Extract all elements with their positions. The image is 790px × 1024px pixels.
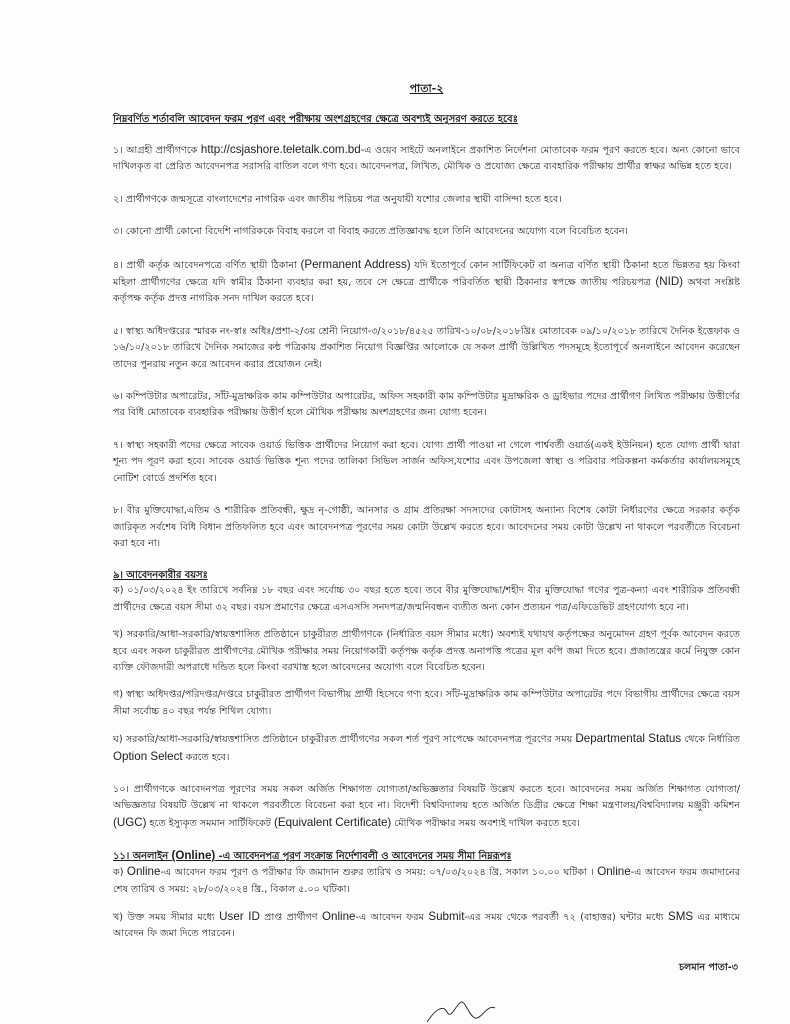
condition-10-text-a: ১০। প্রার্থীগণকে আবেদনপত্র পূরণের সময় সকল অর্জিত শিক্ষাগত যোগ্যতা/অভিজ্ঞতার বিষয়টি উল্লেখ করতে হবে। আবেদনের সময় অর্জিত শিক্ষাগত যোগ্যতা/অভিজ্ঞতার বিষয়টি উল্লেখ না থাকলে পরবর্তীতে বিবেচনা করা হবে না। বিদেশী বিশ্ববিদ্যালয় হতে অর্জিত ডিগ্রীর ক্ষেত্রে শিক্ষা মন্ত্রণালয়/বিশ্ববিদ্যালয় মঞ্জুরী কমিশন (113, 783, 740, 812)
handwritten-signature (425, 996, 535, 1024)
condition-1-text-a: ১। আগ্রহী প্রার্থীগণকে (113, 145, 201, 156)
permanent-address-term: (Permanent Address) (300, 257, 411, 271)
age-clause-ga: গ) স্বাস্থ্য অধিদপ্তর/পরিদপ্তর/দপ্তরে চাকুরীরত প্রার্থীগণ বিভাগীয় প্রার্থী হিসেবে গণ্য হবে। সাঁট-মুদ্রাক্ষরিক কাম কম্পিউটার অপারেটর পদে বিভাগীয় প্রার্থীদের ক্ষেত্রে বয়স সীমা সর্বোচ্চ ৪০ বছর পর্যন্ত শিথিল যোগ্য। (113, 689, 740, 717)
online-kha-text-b: প্রাপ্ত প্রার্থীগণ (259, 912, 322, 923)
condition-8: ৮। বীর মুক্তিযোদ্ধা,এতিম ও শারীরিক প্রতিবন্ধী, ক্ষুদ্র নৃ-গোষ্ঠী, আনসার ও গ্রাম প্রতিরক্ষা সদস্যদের কোটাসহ অন্যান্য বিশেষ কোটা নির্ধারণের ক্ষেত্রে সরকার কর্তৃক জারিকৃত সর্বশেষ বিধি বিধান প্রতিফলিত হবে এবং আবেদনপত্র পূরণের সময় কোটা উল্লেখ করতে হবে। আবেদনের সময় কোটা উল্লেখ না থাকলে পরবর্তীতে বিবেচনা করা হবে না। (113, 505, 740, 549)
departmental-status-term: Departmental Status (575, 732, 682, 746)
online-term-3: Online (321, 910, 356, 923)
online-ka-text-b: -এ আবেদন ফরম পূরণ ও পরীক্ষার ফি জমাদান শুরুর তারিখ ও সময়: ০৭/০৩/২০২৪ খ্রি. সকাল ১০.০০ ঘটিকা । (160, 867, 598, 879)
equivalent-certificate-term: (Equivalent Certificate) (274, 815, 392, 829)
online-kha-text-c: -এ আবেদন ফরম (355, 912, 429, 923)
condition-2: ২। প্রার্থীগণকে জন্মসূত্রে বাংলাদেশের নাগরিক এবং জাতীয় পরিচয় পত্র অনুযায়ী যশোর জেলার স্থায়ী বাসিন্দা হতে হবে। (113, 193, 562, 205)
condition-4 (113, 257, 740, 308)
online-heading-text-a: ১১। অনলাইন (113, 851, 172, 863)
online-clause-ka (113, 864, 740, 898)
condition-10-text-b: হতে ইস্যুকৃত সমমান সার্টিফিকেট (146, 817, 275, 829)
condition-4-text-b: যদি ইতোপূর্বে কোন সার্টিফিকেট বা অন্যত্র বর্ণিত স্থায়ী ঠিকানা হতে ভিন্নতর হয় কিংবা মহিলা প্রার্থীগণের ক্ষেত্রে যদি স্বামীর ঠিকানা ব্যবহার করা হয়, তবে সে ক্ষেত্রে প্রার্থীকে পরিবর্তিত স্থায়ী ঠিকানার স্বপক্ষে জাতীয় পরিচয়পত্র (113, 259, 740, 289)
sms-term: SMS (667, 910, 694, 923)
age-clause-gha-text-c: করতে হবে। (182, 751, 230, 763)
age-clause-gha-text-b: থেকে নির্ধারিত (681, 734, 741, 746)
submit-term: Submit (428, 910, 465, 923)
online-kha-text-d: -এর সময় থেকে পরবর্তী ৭২ (বাহাত্তর) ঘন্টার মধ্যে (464, 912, 668, 923)
condition-6: ৬। কম্পিউটার অপারেটর, সাঁট-মুদ্রাক্ষরিক কাম কম্পিউটার অপারেটর, অফিস সহকারী কাম কম্পিউটার মুদ্রাক্ষরিক ও ড্রাইভার পদের প্রার্থীগণ লিখিত পরীক্ষায় উত্তীর্ণের পর বিধি মোতাবেক ব্যবহারিক পরীক্ষায় উত্তীর্ণ হলে মৌখিক পরীক্ষায় অংশগ্রহণের জন্য যোগ্য হবেন। (113, 391, 740, 419)
online-heading-term: (Online) (171, 849, 216, 863)
online-kha-text-a: খ) উক্ত সময় সীমার মধ্যে (113, 912, 220, 923)
online-ka-text-a: ক) (113, 867, 127, 879)
online-application-heading (113, 848, 740, 864)
online-clause-kha (113, 909, 740, 943)
condition-1 (113, 142, 740, 176)
condition-4-text-c: অথবা সংশ্লিষ্ট কর্তৃপক্ষ কর্তৃক প্রদত্ত নাগরিক সনদ দাখিল করতে হবে। (113, 277, 741, 305)
online-ka-text-c: -এ আবেদন ফরম জমাদানের শেষ তারিখ ও সময়: ২৮/০৩/২০২৪ খ্রি., বিকাল ৫.০০ ঘটিকা। (113, 867, 740, 895)
online-heading-text-b: -এ আবেদনপত্র পূরণ সংক্রান্ত নির্দেশাবলী ও আবেদনের সময় সীমা নিম্নরূপঃ (215, 851, 512, 863)
online-term-1: Online (126, 865, 161, 879)
application-url: http://csjashore.teletalk.com.bd (200, 143, 361, 156)
age-clause-ka: ক) ০১/০৩/২০২৪ ইং তারিখে সর্বনিম্ন ১৮ বছর এবং সর্বোচ্চ ৩০ বছর হতে হবে। তবে বীর মুক্তিযোদ্ধা/শহীদ বীর মুক্তিযোদ্ধা গণের পুত্র-কন্যা এবং শারীরিক প্রতিবন্ধী প্রার্থীদের ক্ষেত্রে বয়স সীমা ৩২ বছর। বয়স প্রমাণের ক্ষেত্রে এসএসসি সনদপত্র/জন্মনিবন্ধন ব্যতীত অন্য কোন প্রত্যয়ন পত্র/এফিডেভিট গ্রহণযোগ্য হবে না। (113, 585, 740, 613)
condition-3: ৩। কোনো প্রার্থী কোনো বিদেশি নাগরিককে বিবাহ করলে বা বিবাহ করতে প্রতিজ্ঞাবদ্ধ হলে তিনি আবেদনের অযোগ্য বলে বিবেচিত হবেন। (113, 226, 628, 238)
age-clause-gha-text-a: ঘ) সরকারি/আধা-সরকারি/স্বায়ত্তশাসিত প্রতিষ্ঠানে চাকুরীরত প্রার্থীগণের সকল শর্ত পূরণ সাপেক্ষে আবেদনপত্র পূরণের সময় (113, 734, 576, 746)
page-number: পাতা-২ (409, 82, 444, 95)
condition-4-text-a: ৪। প্রার্থী কর্তৃক আবেদনপত্রে বর্ণিত স্থায়ী ঠিকানা (113, 259, 301, 271)
option-select-term: Option Select (113, 749, 183, 763)
condition-10-text-c: মৌখিক পরীক্ষার সময় অবশ্যই দাখিল করতে হবে। (391, 817, 580, 829)
conditions-heading: নিম্নবর্ণিত শর্তাবলি আবেদন ফরম পূরণ এবং পরীক্ষায় অংশগ্রহণের ক্ষেত্রে অবশ্যই অনুসরণ করতে হবেঃ (113, 114, 518, 125)
ugc-term: (UGC) (113, 815, 147, 829)
user-id-term: User ID (219, 910, 260, 923)
continued-page-note: চলমান পাতা-৩ (679, 962, 738, 973)
condition-10 (113, 782, 740, 832)
age-clause-gha (113, 731, 740, 766)
age-clause-kha: খ) সরকারি/আধা-সরকারি/স্বায়ত্তশাসিত প্রতিষ্ঠানে চাকুরীরত প্রার্থীগণকে (নির্ধারিত বয়স সীমার মধ্যে) অবশ্যই যথাযথ কর্তৃপক্ষের অনুমোদন গ্রহণ পূর্বক আবেদন করতে হবে এবং সকল চাকুরীরত প্রার্থীগণের মৌখিক পরীক্ষার সময় নিয়োগকারী কর্তৃপক্ষ কর্তৃক প্রদত্ত অনাপত্তি পত্রের মূল কপি জমা দিতে হবে। প্রজাতন্ত্রের কর্মে নিযুক্ত কোন ব্যক্তি ফৌজদারী অপরাধে দন্ডিত হলে কিংবা বরখাস্ত হলে আবেদনের অযোগ্য বলে বিবেচিত হবেন। (113, 629, 740, 673)
online-kha-text-e: এর মাধ্যমে আবেদন ফি জমা দিতে পারবেন। (113, 912, 740, 940)
nid-term: (NID) (655, 275, 684, 289)
condition-7: ৭। স্বাস্থ্য সহকারী পদের ক্ষেত্রে সাবেক ওয়ার্ড ভিত্তিক প্রার্থীদের নিয়োগ করা হবে। যোগ্য প্রার্থী পাওয়া না গেলে পার্শ্ববর্তী ওয়ার্ড(একই ইউনিয়ন) হতে যোগ্য প্রার্থী দ্বারা শূন্য পদ পূরণ করা হবে। সাবেক ওয়ার্ড ভিত্তিক শূন্য পদের তালিকা সিভিল সার্জন অফিস,যশোর এবং উপজেলা স্বাস্থ্য ও পরিবার পরিকল্পনা কর্মকর্তার কার্যালয়সমূহে নোটিশ বোর্ডে প্রদর্শিত হবে। (113, 439, 740, 484)
age-heading: ৯। আবেদনকারীর বয়সঃ (113, 570, 208, 582)
condition-5: ৫। স্বাস্থ্য অধিদপ্তরের স্মারক নং-স্বাঃ অধিঃ/প্রশা-২/৩য় শ্রেনী নিয়োগ-৩/২০১৮/৪৫২৫ তারিখ-১০/০৮/২০১৮খ্রিঃ মোতাবেক ০৯/১০/২০১৮ তারিখে দৈনিক ইত্তেফাক ও ১৬/১০/২০১৮ তারিখে দৈনিক সমাজের কন্ঠ পত্রিকায় প্রকাশিত নিয়োগ বিজ্ঞপ্তির আলোকে যে সকল প্রার্থী উল্লিখিত পদসমূহে ইতোপূর্বে অনলাইনে আবেদন করেছেন তাদের পুনরায় নতুন করে আবেদন করার প্রয়োজন নেই। (113, 325, 740, 370)
online-term-2: Online (597, 865, 631, 879)
condition-1-text-b: -এ ওয়েব সাইটে অনলাইনে প্রকাশিত নির্দেশনা মোতাবেক ফরম পূরণ করতে হবে। অন্য কোনো ভাবে দাখিলকৃত বা প্রেরিত আবেদনপত্র সরাসরি বাতিল বলে গণ্য হবে। আবেদনপত্র, লিখিত, মৌখিক ও প্রযোজ্য ক্ষেত্রে ব্যবহারিক পরীক্ষায় প্রার্থীর স্বাক্ষর অভিন্ন হতে হবে। (113, 145, 740, 173)
